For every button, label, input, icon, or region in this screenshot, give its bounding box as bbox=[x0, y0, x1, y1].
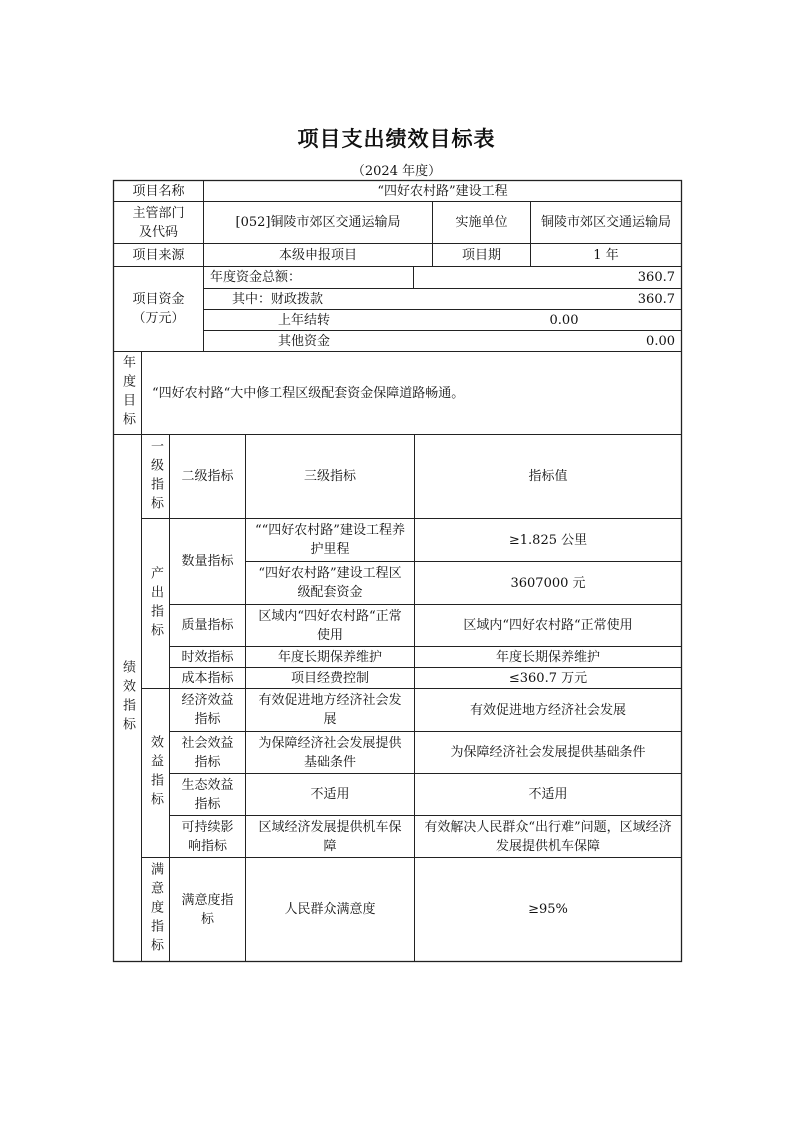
project-name-label: 项目名称 bbox=[132, 183, 185, 199]
row-level2: 数量指标 bbox=[181, 554, 234, 569]
row-value: 年度长期保养维护 bbox=[495, 649, 600, 665]
row-level3: “四好农村路”建设工程区级配套资金 bbox=[258, 566, 402, 600]
goal-label: 年度目标 bbox=[120, 355, 135, 431]
perf-label: 绩效指标 bbox=[120, 660, 135, 736]
row-level2: 生态效益指标 bbox=[181, 777, 234, 812]
row-value: 3607000 元 bbox=[510, 575, 586, 591]
header-level2: 二级指标 bbox=[181, 469, 234, 484]
row-value: ≥95% bbox=[528, 902, 568, 917]
funds-total-value: 360.7 bbox=[637, 270, 675, 285]
row-level2: 时效指标 bbox=[181, 649, 234, 665]
funds-fiscal-value: 360.7 bbox=[637, 291, 675, 307]
row-level2: 满意度指标 bbox=[181, 892, 234, 927]
source-value: 本级申报项目 bbox=[278, 247, 357, 263]
row-level3: 年度长期保养维护 bbox=[277, 649, 382, 665]
period-label: 项目期 bbox=[461, 247, 501, 263]
header-level1: 一级指标 bbox=[148, 438, 163, 515]
page-title: 项目支出绩效目标表 bbox=[297, 126, 496, 151]
satisfaction-label: 满意度指标 bbox=[148, 862, 163, 957]
goal-text: “四好农村路“大中修工程区级配套资金保障道路畅通。 bbox=[152, 385, 465, 401]
dept-label: 主管部门及代码 bbox=[132, 205, 185, 240]
row-level3: 区域经济发展提供机车保障 bbox=[258, 819, 402, 854]
row-value: 有效解决人民群众“出行难”问题，区域经济发展提供机车保障 bbox=[424, 819, 672, 854]
impl-unit-label: 实施单位 bbox=[455, 215, 508, 230]
row-level3: ““四好农村路”建设工程养护里程 bbox=[255, 523, 405, 557]
funds-label: 项目资金（万元） bbox=[132, 292, 185, 326]
row-level3: 区域内“四好农村路“正常使用 bbox=[258, 608, 402, 643]
row-level3: 有效促进地方经济社会发展 bbox=[258, 693, 402, 727]
row-value: ≤360.7 万元 bbox=[508, 670, 588, 686]
row-level3: 人民群众满意度 bbox=[284, 902, 376, 917]
row-value: 不适用 bbox=[528, 787, 568, 802]
row-level2: 可持续影响指标 bbox=[181, 819, 234, 854]
row-value: 为保障经济社会发展提供基础条件 bbox=[450, 745, 646, 760]
header-level3: 三级指标 bbox=[303, 469, 356, 484]
row-level3: 为保障经济社会发展提供基础条件 bbox=[258, 735, 402, 770]
funds-other-value: 0.00 bbox=[646, 333, 675, 349]
row-level2: 成本指标 bbox=[181, 670, 234, 686]
funds-carry-label: 上年结转 bbox=[277, 312, 330, 328]
source-label: 项目来源 bbox=[132, 247, 185, 263]
header-value: 指标值 bbox=[528, 469, 568, 484]
row-level2: 社会效益指标 bbox=[181, 735, 234, 770]
funds-carry-value: 0.00 bbox=[549, 312, 579, 328]
row-value: ≥1.825 公里 bbox=[508, 532, 588, 548]
project-name-value: “四好农村路”建设工程 bbox=[377, 183, 508, 199]
impl-unit-value: 铜陵市郊区交通运输局 bbox=[540, 215, 671, 230]
row-level2: 经济效益指标 bbox=[181, 693, 234, 727]
dept-value: [052]铜陵市郊区交通运输局 bbox=[235, 215, 401, 230]
funds-fiscal-label: 其中：财政拨款 bbox=[232, 291, 324, 307]
period-value: 1 年 bbox=[593, 247, 619, 263]
row-value: 有效促进地方经济社会发展 bbox=[469, 702, 626, 718]
row-value: 区域内“四好农村路“正常使用 bbox=[463, 618, 633, 633]
year-subtitle: （2024 年度） bbox=[351, 164, 442, 179]
row-level3: 不适用 bbox=[310, 787, 350, 802]
row-level2: 质量指标 bbox=[181, 618, 234, 633]
row-level3: 项目经费控制 bbox=[290, 670, 369, 686]
funds-other-label: 其他资金 bbox=[277, 333, 330, 349]
funds-total-label: 年度资金总额： bbox=[210, 270, 302, 285]
benefit-label: 效益指标 bbox=[148, 735, 163, 811]
output-label: 产出指标 bbox=[148, 565, 163, 642]
